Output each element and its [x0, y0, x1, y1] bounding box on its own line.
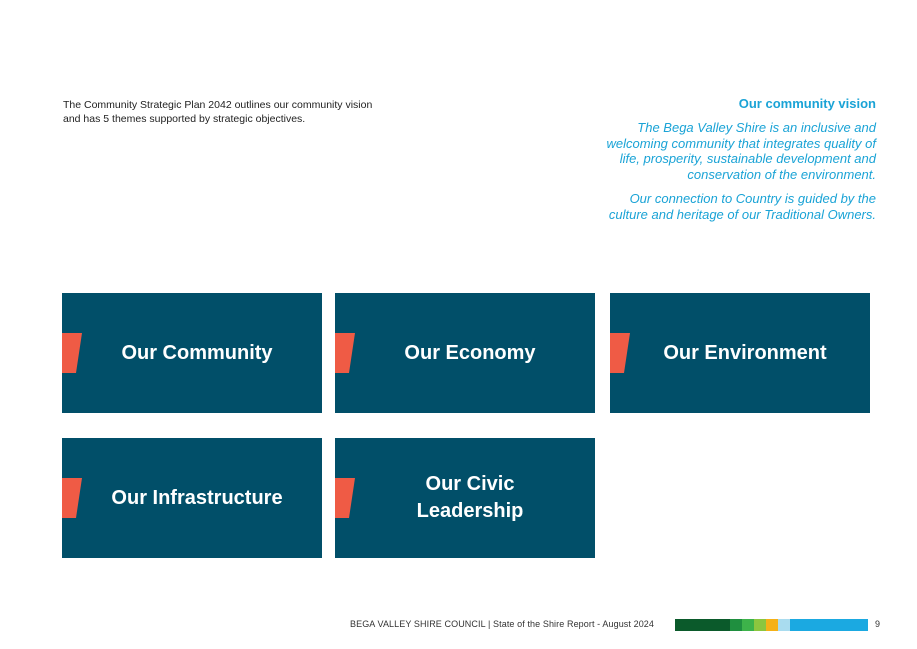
bar-segment — [675, 619, 730, 631]
vision-heading: Our community vision — [738, 96, 876, 111]
bar-segment — [754, 619, 766, 631]
theme-tile-community — [62, 293, 322, 413]
bar-segment — [730, 619, 742, 631]
intro-text — [63, 98, 403, 126]
vision-paragraph-1: The Bega Valley Shire is an inclusive and welcoming community that integrates quality of life, prosperity, sustainable development and conservation of the environment. — [606, 120, 876, 182]
intro-line-1: The Community Strategic Plan 2042 outlines our community vision — [63, 99, 373, 111]
footer-text: BEGA VALLEY SHIRE COUNCIL | State of the Shire Report - August 2024 — [350, 619, 655, 629]
bar-segment — [742, 619, 754, 631]
intro-line-2: and has 5 themes supported by strategic objectives. — [63, 113, 306, 125]
tile-marker-icon — [335, 333, 355, 373]
tile-marker-icon — [610, 333, 630, 373]
theme-label: Our Environment — [663, 341, 827, 364]
tile-marker-icon — [62, 333, 82, 373]
tile-marker-icon — [62, 478, 82, 518]
theme-tile-environment — [610, 293, 870, 413]
page-number: 9 — [875, 619, 881, 629]
tile-marker-icon — [335, 478, 355, 518]
theme-label: Our Infrastructure — [111, 486, 283, 509]
community-vision — [596, 96, 876, 232]
bar-segment — [790, 619, 868, 631]
theme-tile-infrastructure — [62, 438, 322, 558]
theme-label: Our Economy — [404, 341, 536, 364]
theme-tile-economy — [335, 293, 595, 413]
theme-label: Our Civic Leadership — [416, 473, 524, 522]
theme-label: Our Community — [121, 341, 273, 364]
theme-tile-civic-leadership — [335, 438, 595, 558]
footer-color-bar — [675, 619, 868, 631]
bar-segment — [766, 619, 778, 631]
vision-paragraph-2: Our connection to Country is guided by the culture and heritage of our Traditional Owners. — [608, 191, 876, 222]
bar-segment — [778, 619, 790, 631]
